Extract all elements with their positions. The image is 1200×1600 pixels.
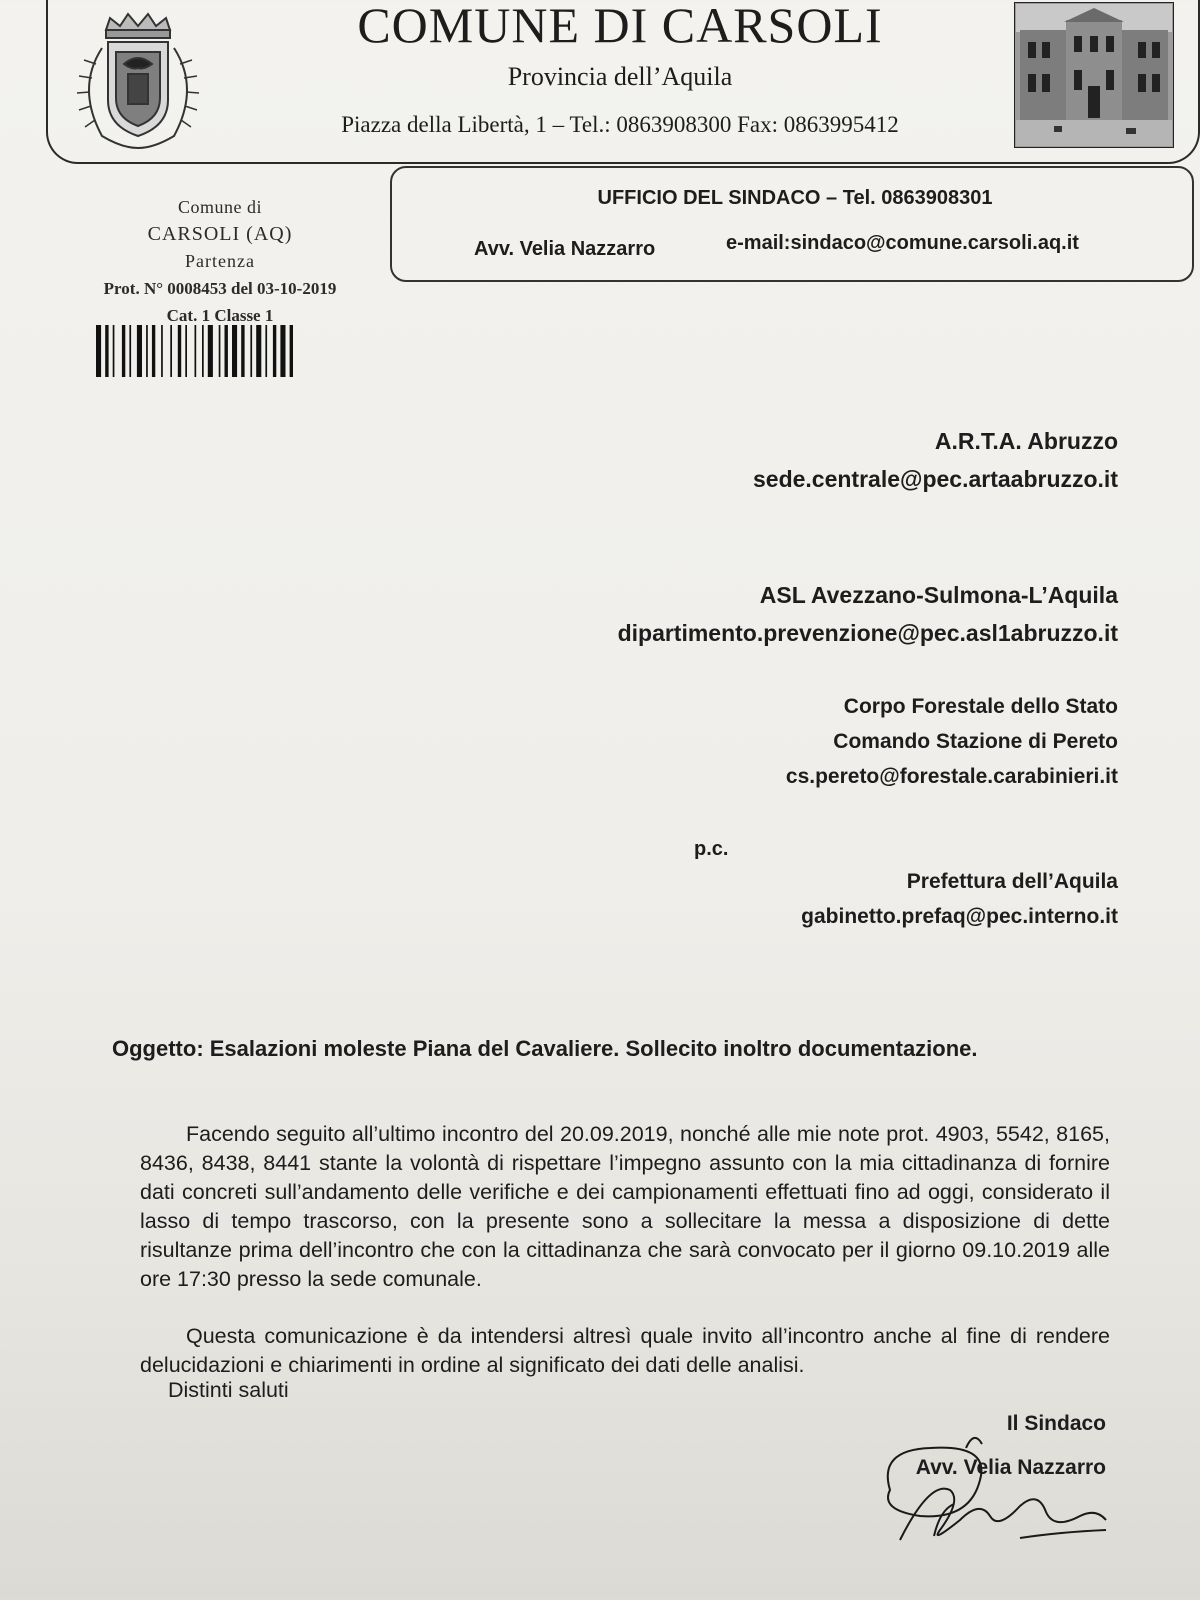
recipient-email: sede.centrale@pec.artaabruzzo.it: [752, 466, 1118, 492]
barcode-bar: [178, 325, 181, 377]
stamp-line-comune: Comune di: [178, 197, 262, 217]
barcode-bar: [241, 325, 244, 377]
barcode-bar: [290, 325, 293, 377]
barcode-bar: [273, 325, 276, 377]
barcode-bar: [280, 325, 285, 377]
barcode-bar: [208, 325, 213, 377]
barcode-bar: [146, 325, 148, 377]
body-paragraph: Facendo seguito all’ultimo incontro del 20.09.2019, nonché alle mie note prot. 4903, 5542, 8165, 8436, 8438, 8441 stante la volontà di rispettare l’impegno assunto con la mia cittadinanza di fornire dati concreti sull’andamento delle verifiche e dei campionamenti effettuati fino ad oggi, considerato il lasso di tempo trascorso, con la presente sono a sollecitare la messa a disposizione di dette risultanze prima dell’incontro che con la cittadinanza che sarà convocato per il giorno 09.10.2019 alle ore 17:30 presso la sede comunale.: [140, 1122, 1110, 1291]
stamp-line-protocol: Prot. N° 0008453 del 03-10-2019: [103, 279, 337, 298]
barcode-bar: [185, 325, 187, 377]
barcode-icon: [96, 325, 350, 377]
stamp-line-category: Cat. 1 Classe 1: [166, 306, 274, 325]
recipient-email: dipartimento.prevenzione@pec.asl1abruzzo.it: [617, 620, 1118, 646]
recipient-name: Corpo Forestale dello Stato: [843, 695, 1118, 718]
signatory-role: Il Sindaco: [1006, 1412, 1106, 1435]
barcode-bar: [232, 325, 237, 377]
barcode-bar: [250, 325, 252, 377]
office-header-box: [390, 166, 1194, 282]
barcode-bar: [256, 325, 261, 377]
letterhead-title: COMUNE DI CARSOLI: [357, 0, 883, 53]
recipient-email: cs.pereto@forestale.carabinieri.it: [785, 765, 1118, 788]
handwritten-signature: [870, 1420, 1120, 1560]
barcode-bar: [202, 325, 204, 377]
signatory-name: Avv. Velia Nazzarro: [915, 1456, 1106, 1479]
barcode-bar: [195, 325, 197, 377]
barcode-bar: [152, 325, 155, 377]
barcode-bar: [265, 325, 267, 377]
barcode-bar: [137, 325, 142, 377]
barcode-bar: [122, 325, 125, 377]
letterhead-subtitle: Provincia dell’Aquila: [507, 62, 733, 91]
barcode-bar: [129, 325, 131, 377]
stamp-line-town: CARSOLI (AQ): [147, 223, 293, 245]
cc-recipient-email: gabinetto.prefaq@pec.interno.it: [801, 905, 1118, 928]
letter-subject: Oggetto: Esalazioni moleste Piana del Cavaliere. Sollecito inoltro documentazione.: [112, 1036, 978, 1061]
barcode-bar: [113, 325, 115, 377]
office-mayor-name: Avv. Velia Nazzarro: [474, 238, 656, 260]
barcode-bar: [96, 325, 101, 377]
recipient-subname: Comando Stazione di Pereto: [833, 730, 1118, 753]
barcode-bar: [105, 325, 108, 377]
barcode-bar: [161, 325, 163, 377]
closing-salutation: Distinti saluti: [168, 1378, 289, 1402]
barcode-bar: [219, 325, 221, 377]
barcode-bar: [170, 325, 172, 377]
office-email: e-mail:sindaco@comune.carsoli.aq.it: [726, 232, 1079, 254]
recipient-name: ASL Avezzano-Sulmona-L’Aquila: [759, 582, 1118, 608]
recipient-name: A.R.T.A. Abruzzo: [934, 428, 1118, 454]
stamp-line-direction: Partenza: [185, 251, 255, 271]
office-title: UFFICIO DEL SINDACO – Tel. 0863908301: [597, 187, 993, 209]
letterhead-address: Piazza della Libertà, 1 – Tel.: 0863908300 Fax: 0863995412: [341, 112, 899, 137]
body-paragraph: Questa comunicazione è da intendersi altresì quale invito all’incontro anche al fine di rendere delucidazioni e chiarimenti in ordine al significato dei dati delle analisi.: [140, 1324, 1110, 1377]
barcode-bar: [225, 325, 228, 377]
cc-recipient-name: Prefettura dell’Aquila: [906, 870, 1118, 893]
cc-label: p.c.: [694, 838, 729, 860]
protocol-stamp: [70, 194, 370, 329]
